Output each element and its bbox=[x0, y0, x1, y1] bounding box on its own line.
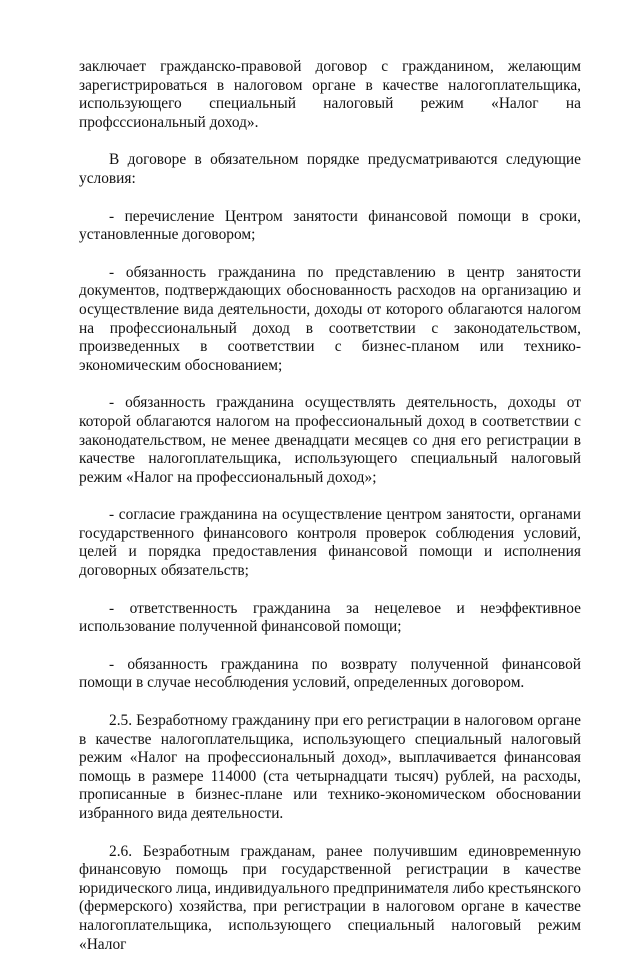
paragraph-condition-inspections: - согласие гражданина на осуществление центром занятости, органами государственного финансового контроля проверок соблюдения условий, целей и порядка предоставления финансовой помощи и исполнения договорных обязательств; bbox=[79, 506, 581, 580]
paragraph-condition-documents: - обязанность гражданина по представлению в центр занятости документов, подтверждающих обоснованность расходов на организацию и осуществление вида деятельности, доходы от которого облагаются налогом на профессиональный доход в соответствии с законодательством, произведенных в соответствии с бизнес-планом или технико-экономическим обоснованием; bbox=[79, 263, 581, 374]
document-page bbox=[79, 58, 581, 973]
paragraph-condition-responsibility: - ответственность гражданина за нецелевое и неэффективное использование полученной финансовой помощи; bbox=[79, 599, 581, 636]
paragraph-condition-activity-period: - обязанность гражданина осуществлять деятельность, доходы от которой облагаются налогом на профессиональный доход в соответствии с законодательством, не менее двенадцати месяцев со дня его регистрации в качестве налогоплательщика, использующего специальный налоговый режим «Налог на профессиональный доход»; bbox=[79, 394, 581, 486]
paragraph-contract-conditions-intro: В договоре в обязательном порядке предусматриваются следующие условия: bbox=[79, 151, 581, 187]
paragraph-condition-refund: - обязанность гражданина по возврату полученной финансовой помощи в случае несоблюдения условий, определенных договором. bbox=[79, 655, 581, 692]
paragraph-contract-continuation: заключает гражданско-правовой договор с гражданином, желающим зарегистрироваться в налоговом органе в качестве налогоплательщика, использующего специальный налоговый режим «Налог на профсссиональный доход». bbox=[79, 58, 581, 131]
paragraph-condition-transfer: - перечисление Центром занятости финансовой помощи в сроки, установленные договором; bbox=[79, 207, 581, 244]
paragraph-section-2-6: 2.6. Безработным гражданам, ранее получившим единовременную финансовую помощь при государственной регистрации в качестве юридического лица, индивидуального предпринимателя либо крестьянского (фермерского) хозяйства, при регистрации в налоговом органе в качестве налогоплательщика, использующего специальный налоговый режим «Налог bbox=[79, 842, 581, 953]
paragraph-section-2-5: 2.5. Безработному гражданину при его регистрации в налоговом органе в качестве налогоплательщика, использующего специальный налоговый режим «Налог на профессиональный доход», выплачивается финансовая помощь в размере 114000 (ста четырнадцати тысяч) рублей, на расходы, прописанные в бизнес-плане или технико-экономическом обосновании избранного вида деятельности. bbox=[79, 712, 581, 822]
